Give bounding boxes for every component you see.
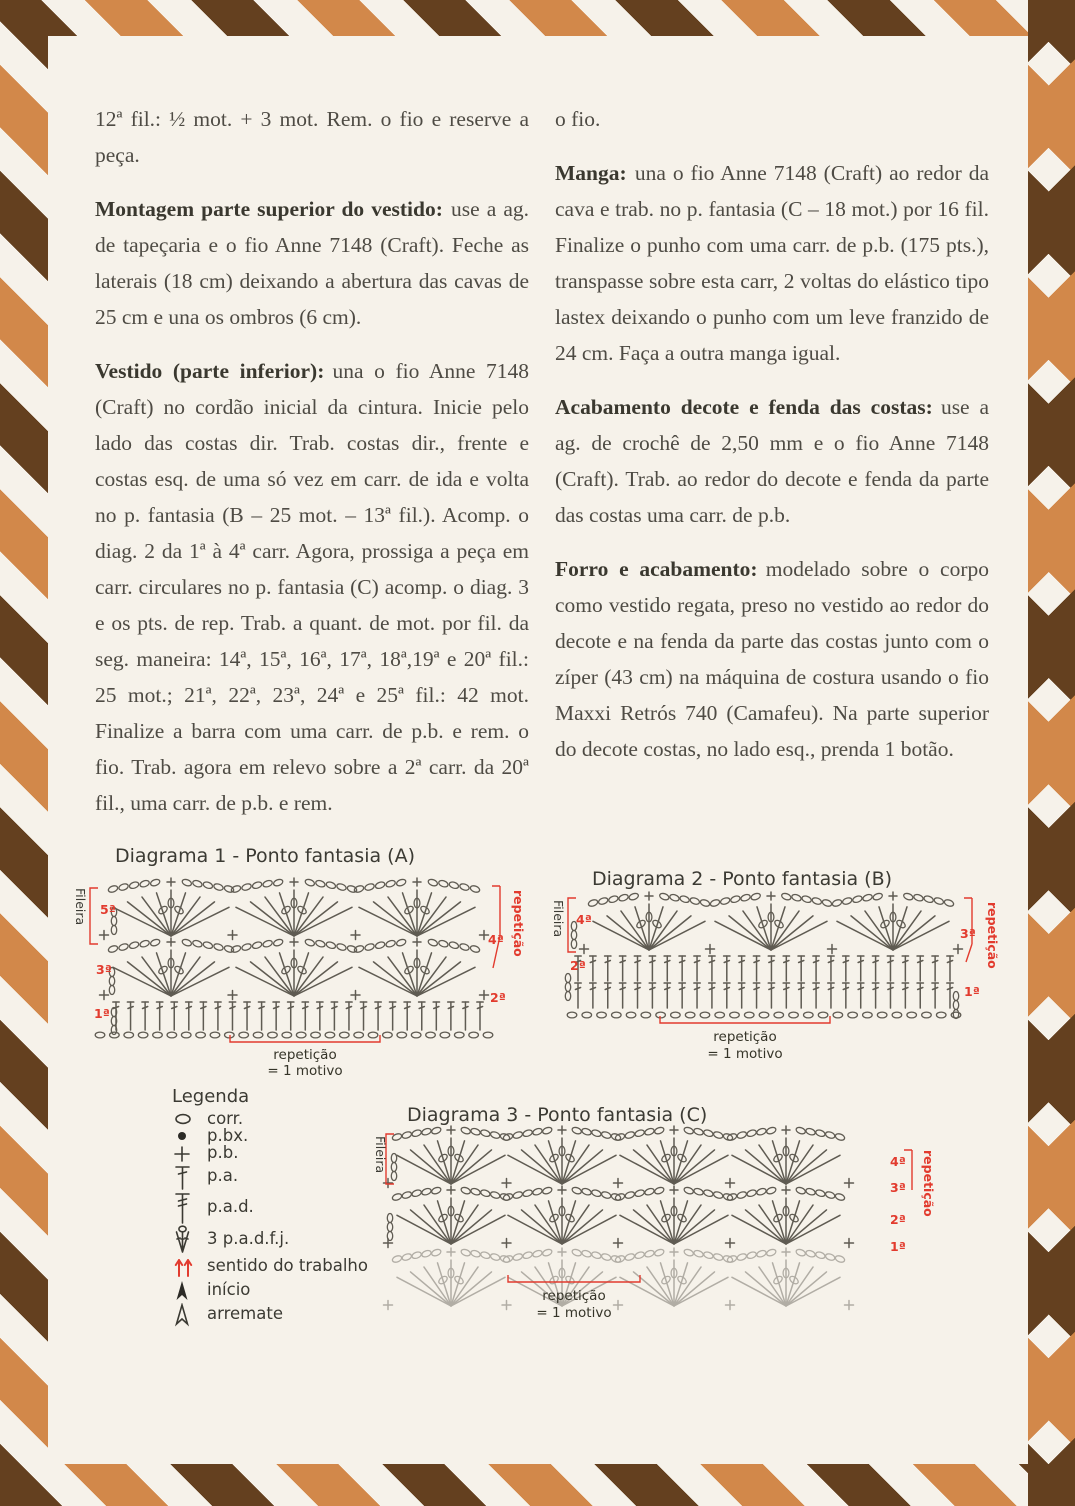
diagram-2-crochet-chart (552, 886, 1012, 1076)
legend-item: arremate (172, 1303, 412, 1327)
legend-item: início (172, 1279, 412, 1303)
legend-item: p.b. (172, 1145, 412, 1163)
row-label: 5ª (100, 902, 116, 917)
paragraph: Montagem parte superior do vestido: use a ag. de tapeçaria e o fio Anne 7148 (Craft). Feche as laterais (18 cm) deixando a abertura das cavas de 25 cm e una os ombros (6 cm). (95, 197, 529, 329)
diagram-1-title: Diagrama 1 - Ponto fantasia (A) (115, 845, 415, 867)
section-heading: Montagem parte superior do vestido: (95, 197, 443, 221)
repeat-bracket (492, 886, 500, 968)
repeat-label: repetição (713, 1029, 777, 1045)
finish-icon (172, 1303, 198, 1327)
chain-icon (172, 1110, 198, 1128)
row-label: 4ª (488, 932, 504, 947)
double-crochet-icon (172, 1163, 198, 1191)
legend-title: Legenda (172, 1086, 250, 1107)
row-label: 2ª (570, 958, 586, 973)
row-bracket (568, 898, 576, 952)
fileira-label: Fileira (373, 1136, 388, 1174)
paragraph: 12ª fil.: ½ mot. + 3 mot. Rem. o fio e reserve a peça. (95, 107, 529, 167)
paragraph: o fio. (555, 107, 601, 131)
motif-bracket (230, 1035, 380, 1042)
diagram-2-title: Diagrama 2 - Ponto fantasia (B) (592, 868, 893, 890)
repeticao-side-label: repetição (985, 902, 1000, 969)
paragraph: Vestido (parte inferior): una o fio Anne 7148 (Craft) no cordão inicial da cintura. Inicie pelo lado das costas dir. Trab. costas dir., frente e costas esq. de uma só vez em carr. de ida e volta no p. fantasia (B – 25 mot. – 13ª fil.). Acomp. o diag. 2 da 1ª à 4ª carr. Agora, prossiga a peça em carr. circulares no p. fantasia (C) acomp. o diag. 3 e os pts. de rep. Trab. a quant. de mot. por fil. da seg. maneira: 14ª, 15ª, 16ª, 17ª, 18ª,19ª e 20ª fil.: 25 mot.; 21ª, 22ª, 23ª, 24ª e 25ª fil.: 42 mot. Finalize a barra com uma carr. de p.b. e rem. o fio. Trab. agora em relevo sobre a 2ª carr. da 20ª fil., uma carr. de p.b. e rem. (95, 359, 529, 815)
paragraph: Acabamento decote e fenda das costas: use a ag. de crochê de 2,50 mm e o fio Anne 7148 (Craft). Trab. ao redor do decote e fenda da parte das costas uma carr. de p.b. (555, 395, 990, 527)
legend-item: 3 p.a.d.f.j. (172, 1225, 412, 1255)
paragraph: Forro e acabamento: modelado sobre o corpo como vestido regata, preso no vestido ao redor do decote e na fenda da parte das costas junto com o zíper (43 cm) na máquina de costura usando o fio Maxxi Retrós 740 (Camafeu). Na parte superior do decote costas, no lado esq., prenda 1 botão. (555, 557, 989, 761)
repeat-label: repetição (542, 1288, 606, 1304)
double-treble-icon (172, 1191, 198, 1225)
legend-item: sentido do trabalho (172, 1255, 412, 1279)
row-label: 4ª (890, 1154, 906, 1169)
row-label: 1ª (890, 1239, 906, 1254)
legend-item: p.bx. (172, 1128, 412, 1145)
row-label: 4ª (576, 912, 592, 927)
work-direction-icon (172, 1255, 198, 1279)
legend-item: p.a.d. (172, 1191, 412, 1225)
motif-label: = 1 motivo (707, 1046, 783, 1062)
section-heading: Vestido (parte inferior): (95, 359, 325, 383)
section-heading: Manga: (555, 161, 627, 185)
cluster-3dc-icon (172, 1225, 198, 1255)
fileira-label: Fileira (551, 900, 566, 938)
row-label: 2ª (890, 1212, 906, 1227)
row-bracket (90, 888, 98, 944)
diagram-1-crochet-chart (68, 874, 528, 1079)
text-column-left (95, 101, 529, 839)
motif-label: = 1 motivo (267, 1063, 343, 1079)
legend (172, 1086, 412, 1327)
row-label: 3ª (960, 926, 976, 941)
row-label: 1ª (964, 984, 980, 999)
legend-item: corr. (172, 1110, 412, 1128)
legend-item: p.a. (172, 1163, 412, 1191)
paragraph: Manga: una o fio Anne 7148 (Craft) ao redor da cava e trab. no p. fantasia (C – 18 mot.) por 16 fil. Finalize o punho com uma carr. de p.b. (175 pts.), transpasse sobre esta carr, 2 voltas do elástico tipo lastex deixando o punho com um leve franzido de 24 cm. Faça a outra manga igual. (555, 161, 989, 365)
diagram-3-title: Diagrama 3 - Ponto fantasia (C) (407, 1104, 708, 1126)
start-icon (172, 1279, 198, 1303)
row-label: 2ª (490, 990, 506, 1005)
row-label: 1ª (94, 1006, 110, 1021)
repeticao-side-label: repetição (921, 1150, 936, 1217)
motif-label: = 1 motivo (536, 1305, 612, 1321)
section-heading: Acabamento decote e fenda das costas: (555, 395, 933, 419)
slip-stitch-icon (172, 1128, 198, 1144)
section-heading: Forro e acabamento: (555, 557, 758, 581)
diagram-3-crochet-chart (373, 1124, 976, 1354)
repeticao-side-label: repetição (511, 890, 526, 957)
repeat-label: repetição (273, 1047, 337, 1063)
fileira-label: Fileira (73, 888, 88, 926)
row-label: 3ª (96, 962, 112, 977)
single-crochet-icon (172, 1145, 198, 1163)
text-column-right (555, 101, 989, 785)
row-label: 3ª (890, 1180, 906, 1195)
